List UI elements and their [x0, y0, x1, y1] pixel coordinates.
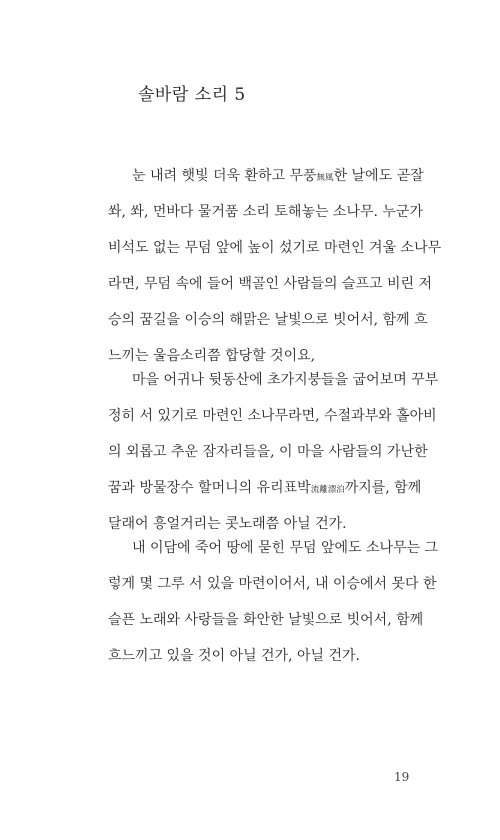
poem-line: 흐느끼고 있을 것이 아닐 건가, 아닐 건가. [108, 648, 360, 664]
line-text: 눈 내려 햇빛 더욱 환하고 무풍 [132, 168, 317, 184]
poem-line: 승의 꿈길을 이승의 해맑은 날빛으로 빗어서, 함께 흐 [108, 312, 428, 328]
line-text: 한 날에도 곧잘 [333, 168, 424, 184]
page-number: 19 [394, 770, 410, 784]
poem-line: 쏴, 쏴, 먼바다 물거품 소리 토해놓는 소나무. 누군가 [108, 204, 423, 220]
stanza-2 [108, 362, 439, 542]
poem-line: 달래어 흥얼거리는 콧노래쯤 아닐 건가. [108, 516, 347, 532]
poem-line: 정히 서 있기로 마련인 소나무라면, 수절과부와 홀아비 [108, 408, 437, 424]
poem-line: 의 외롭고 추운 잠자리들을, 이 마을 사람들의 가난한 [108, 444, 428, 460]
poem-line [108, 158, 428, 194]
poem-line: 내 이담에 죽어 땅에 묻힌 무덤 앞에도 소나무는 그 [132, 540, 439, 556]
poem-title: 솔바람 소리 5 [138, 85, 246, 105]
stanza-3 [108, 530, 439, 674]
poem-line: 마을 어귀나 뒷동산에 초가지붕들을 굽어보며 꾸부 [132, 372, 439, 388]
poem-line: 슬픈 노래와 사랑들을 화안한 날빛으로 빗어서, 함께 [108, 612, 424, 628]
line-text: 까지를, 함께 [344, 480, 422, 496]
line-text: 꿈과 방물장수 할머니의 유리표박 [108, 480, 311, 496]
hanja-annotation: 無風 [316, 173, 334, 183]
poem-line: 렇게 몇 그루 서 있을 마련이어서, 내 이승에서 못다 한 [108, 576, 437, 592]
hanja-annotation: 流離漂泊 [310, 485, 345, 495]
poem-line [108, 470, 428, 506]
poem-line: 비석도 없는 무덤 앞에 높이 섰기로 마련인 겨울 소나무 [108, 240, 442, 256]
poem-line: 느끼는 울음소리쯤 합당할 것이요, [108, 348, 316, 364]
stanza-1 [108, 158, 442, 374]
poem-line: 라면, 무덤 속에 들어 백골인 사람들의 슬프고 비린 저 [108, 276, 433, 292]
